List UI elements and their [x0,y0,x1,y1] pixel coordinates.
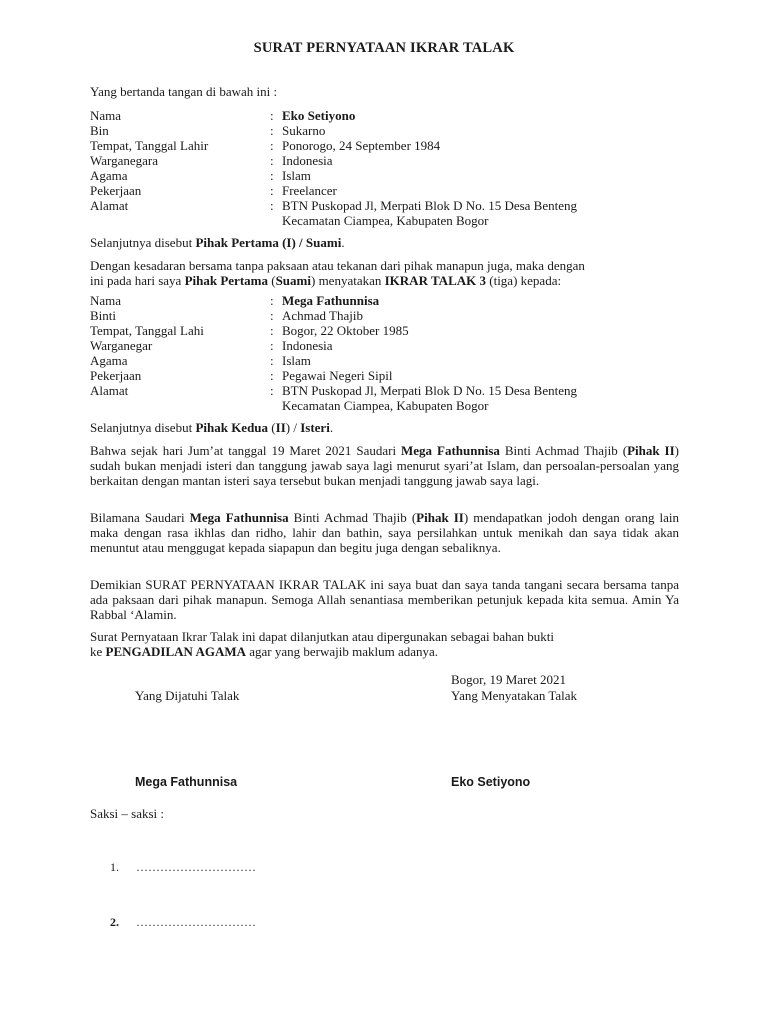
party1-row-address: Alamat : BTN Puskopad Jl, Merpati Blok D No. 15 Desa Benteng [90,198,578,213]
party1-row-job: Pekerjaan : Freelancer [90,183,337,198]
party2-name: Mega Fathunnisa [282,293,380,308]
party2-row-job: Pekerjaan : Pegawai Negeri Sipil [90,368,393,383]
signature-right-title: Yang Menyatakan Talak [451,688,578,703]
court-paragraph: Surat Pernyataan Ikrar Talak ini dapat dilanjutkan atau dipergunakan sebagai bahan bukti ke PENGADILAN AGAMA agar yang berwajib maklum adanya. [90,629,554,659]
party2-designation: Selanjutnya disebut Pihak Kedua (II) / Isteri. [90,420,334,435]
witness-line-1: 1. ………………………… [110,860,256,874]
witness-line-2: 2. ………………………… [110,915,256,929]
witnesses-heading: Saksi – saksi : [90,806,165,821]
party1-row-citizenship: Warganegara : Indonesia [90,153,333,168]
party1-name: Eko Setiyono [282,108,356,123]
signature-left-title: Yang Dijatuhi Talak [135,688,240,703]
party2-row-name: Nama : Mega Fathunnisa [90,293,380,308]
party1-designation: Selanjutnya disebut Pihak Pertama (I) / Suami. [90,235,345,250]
signature-right-name: Eko Setiyono [451,775,531,789]
party1-address-cont: Kecamatan Ciampea, Kabupaten Bogor [282,213,489,228]
party1-row-name: Nama : Eko Setiyono [90,108,356,123]
party2-row-citizenship: Warganegar : Indonesia [90,338,333,353]
party2-row-binti: Binti : Achmad Thajib [90,308,363,323]
party2-row-address: Alamat : BTN Puskopad Jl, Merpati Blok D No. 15 Desa Benteng [90,383,578,398]
party2-row-religion: Agama : Islam [90,353,311,368]
party2-row-birth: Tempat, Tanggal Lahi : Bogor, 22 Oktober 1985 [90,323,409,338]
party1-row-religion: Agama : Islam [90,168,311,183]
party1-row-bin: Bin : Sukarno [90,123,326,138]
remarriage-paragraph: Bilamana Saudari Mega Fathunnisa Binti Achmad Thajib (Pihak II) mendapatkan jodoh dengan orang lain maka dengan rasa ikhlas dan ridho, lahir dan bathin, saya persilahkan untuk menikah dan saya tidak akan menuntut atau menggugat kepada siapapun dan begitu juga dengan sebaliknya. [90,510,679,555]
closing-paragraph: Demikian SURAT PERNYATAAN IKRAR TALAK ini saya buat dan saya tanda tangani secara bersama tanpa ada paksaan dari pihak manapun. Semoga Allah senantiasa memberikan petunjuk kepada kita semua. Amin Ya Rabbal ‘Alamin. [90,577,679,622]
party1-details [90,108,577,228]
divorce-statement-paragraph: Bahwa sejak hari Jum’at tanggal 19 Maret 2021 Saudari Mega Fathunnisa Binti Achmad Thajib (Pihak II) sudah bukan menjadi isteri dan tanggung jawab saya lagi menurut syari’at Islam, dan persoalan-persoalan yang berkaitan dengan mantan isteri saya tersebut bukan menjadi tanggung jawab saya lagi. [90,443,679,488]
signature-place-date: Bogor, 19 Maret 2021 [451,672,567,687]
declaration-paragraph: Dengan kesadaran bersama tanpa paksaan atau tekanan dari pihak manapun juga, maka dengan ini pada hari saya Pihak Pertama (Suami) menyatakan IKRAR TALAK 3 (tiga) kepada: [90,258,585,288]
party1-row-birth: Tempat, Tanggal Lahir : Ponorogo, 24 September 1984 [90,138,441,153]
document-title: SURAT PERNYATAAN IKRAR TALAK [253,40,515,56]
intro-text: Yang bertanda tangan di bawah ini : [90,84,278,99]
signature-left-name: Mega Fathunnisa [135,775,238,789]
party2-address-cont: Kecamatan Ciampea, Kabupaten Bogor [282,398,489,413]
party2-details [90,293,577,413]
